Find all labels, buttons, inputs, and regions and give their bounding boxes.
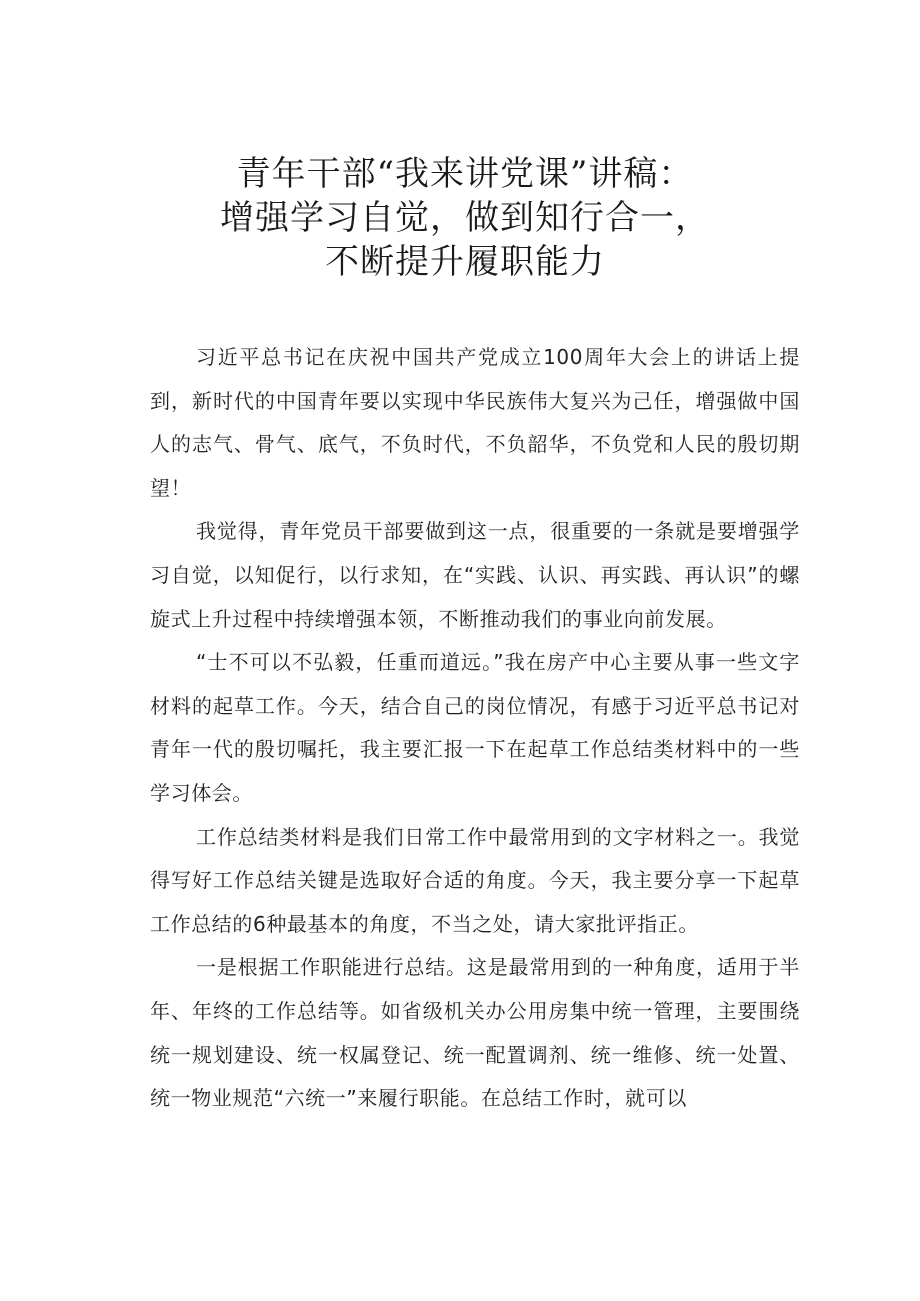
paragraph-2: 我觉得，青年党员干部要做到这一点，很重要的一条就是要增强学习自觉，以知促行，以行求知，在“实践、认识、再实践、再认识”的螺旋式上升过程中持续增强本领，不断推动我们的事业向前发展。 <box>150 519 801 631</box>
document-body <box>150 336 800 1121</box>
paragraph-1: 习近平总书记在庆祝中国共产党成立100周年大会上的讲话上提到，新时代的中国青年要以实现中华民族伟大复兴为己任，增强做中国人的志气、骨气、底气，不负时代，不负韶华，不负党和人民的殷切期望！ <box>150 345 800 500</box>
document-title <box>150 152 780 284</box>
paragraph-4: 工作总结类材料是我们日常工作中最常用到的文字材料之一。我觉得写好工作总结关键是选取好合适的角度。今天，我主要分享一下起草工作总结的6种最基本的角度，不当之处，请大家批评指正。 <box>150 824 800 936</box>
title-line-3: 不断提升履职能力 <box>325 242 605 282</box>
paragraph-3: “士不可以不弘毅，任重而道远。”我在房产中心主要从事一些文字材料的起草工作。今天，结合自己的岗位情况，有感于习近平总书记对青年一代的殷切嘱托，我主要汇报一下在起草工作总结类材料中的一些学习体会。 <box>150 650 800 805</box>
title-line-1: 青年干部“我来讲党课”讲稿： <box>236 154 694 194</box>
paragraph-5: 一是根据工作职能进行总结。这是最常用到的一种角度，适用于半年、年终的工作总结等。如省级机关办公用房集中统一管理，主要围绕统一规划建设、统一权属登记、统一配置调剂、统一维修、统一处置、统一物业规范“六统一”来履行职能。在总结工作时，就可以 <box>150 955 800 1111</box>
title-line-2: 增强学习自觉，做到知行合一， <box>220 198 710 238</box>
